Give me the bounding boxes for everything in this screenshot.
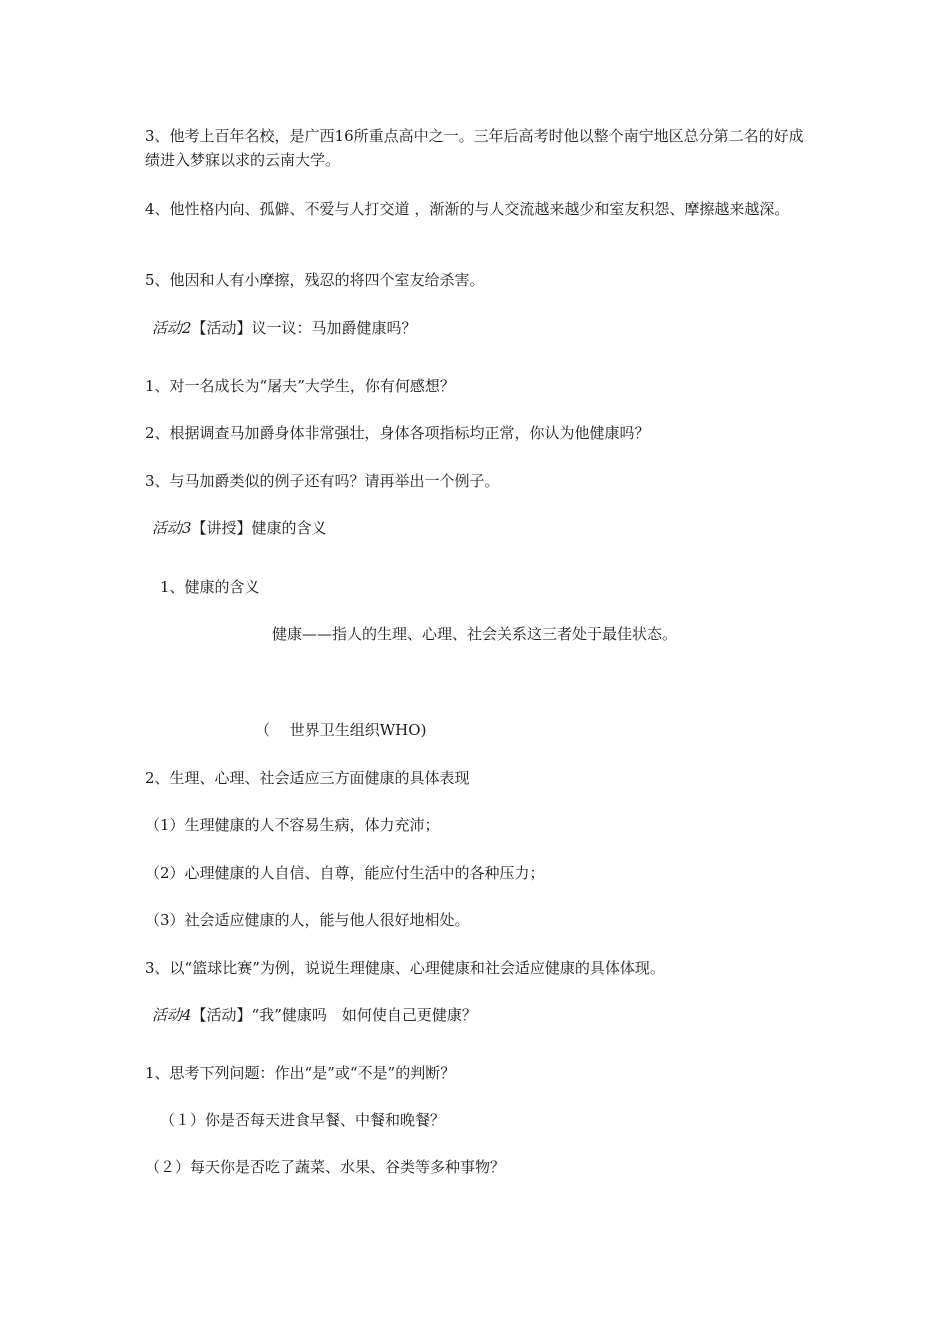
health-aspect-3: （3）社会适应健康的人，能与他人很好地相处。 [145,911,470,929]
activity-3-prefix: 活动3 [152,519,192,537]
discussion-question-3: 3、与马加爵类似的例子还有吗？请再举出一个例子。 [145,472,500,490]
health-definition: 健康——指人的生理、心理、社会关系这三者处于最佳状态。 [272,625,678,643]
self-check-question-2: （２）每天你是否吃了蔬菜、水果、谷类等多种事物？ [145,1158,506,1176]
activity-2-prefix: 活动2 [152,319,192,337]
definition-source: （ 世界卫生组织WHO) [255,721,427,739]
discussion-question-2: 2、根据调查马加爵身体非常强壮，身体各项指标均正常，你认为他健康吗？ [145,424,650,442]
health-aspects-heading: 2、生理、心理、社会适应三方面健康的具体表现 [145,769,470,787]
activity-2-heading [152,316,417,340]
self-check-heading: 1、思考下列问题：作出“是”或“不是”的判断？ [145,1064,456,1082]
health-aspect-1: （1）生理健康的人不容易生病，体力充沛； [145,816,440,834]
health-aspect-2: （2）心理健康的人自信、自尊，能应付生活中的各种压力； [145,864,545,882]
health-meaning-heading: 1、健康的含义 [160,578,260,596]
paragraph-5: 5、他因和人有小摩擦，残忍的将四个室友给杀害。 [145,271,485,289]
paragraph-3: 3、他考上百年名校，是广西16所重点高中之一。三年后高考时他以整个南宁地区总分第二名的好成绩进入梦寐以求的云南大学。 [145,127,804,169]
discussion-question-1: 1、对一名成长为“屠夫”大学生，你有何感想？ [145,377,455,395]
health-example-question: 3、以“篮球比赛”为例，说说生理健康、心理健康和社会适应健康的具体体现。 [145,959,665,977]
activity-3-heading [152,516,327,540]
self-check-question-1: （１）你是否每天进食早餐、中餐和晚餐？ [160,1111,446,1129]
activity-3-title: 【讲授】健康的含义 [191,519,327,537]
activity-4-prefix: 活动4 [152,1006,192,1024]
activity-4-heading [152,1003,477,1027]
activity-4-title: 【活动】“我”健康吗 如何使自己更健康？ [191,1006,477,1024]
paragraph-4: 4、他性格内向、孤僻、不爱与人打交道 ，渐渐的与人交流越来越少和室友积怨、摩擦越来越深。 [145,200,790,218]
activity-2-title: 【活动】议一议：马加爵健康吗？ [191,319,417,337]
